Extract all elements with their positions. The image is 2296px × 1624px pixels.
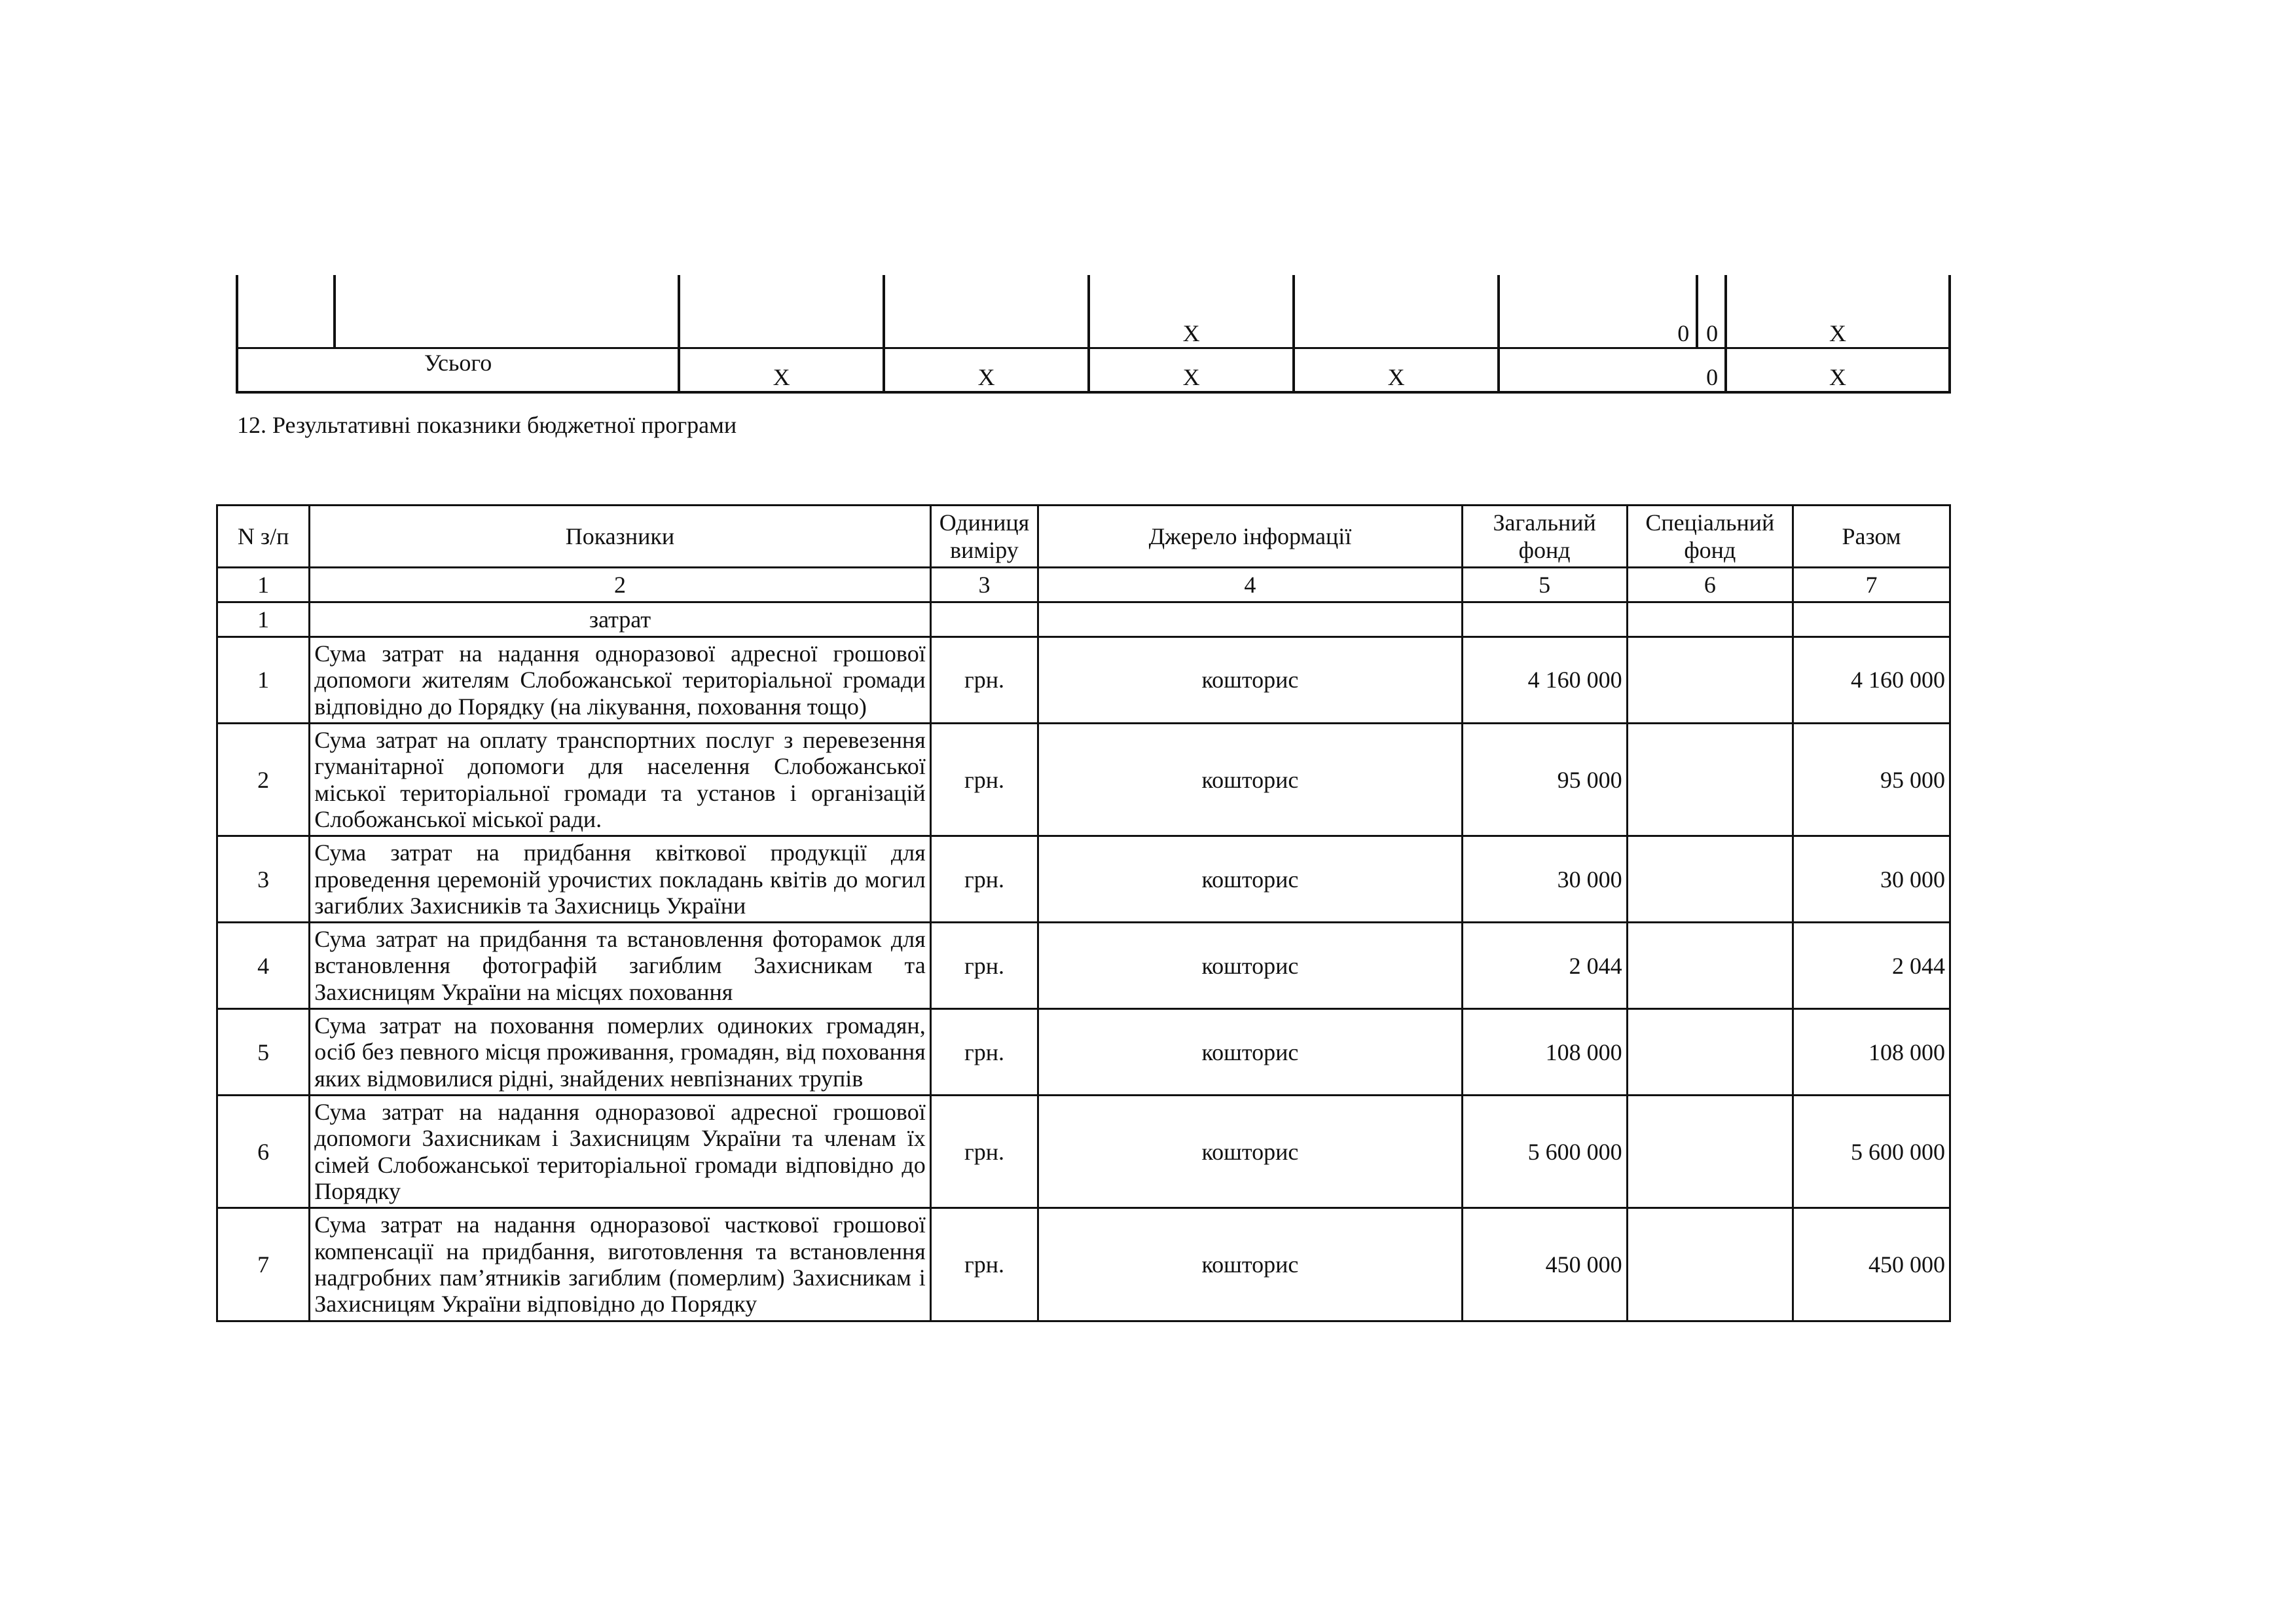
row-number: 7 [217, 1208, 310, 1321]
row-number: 2 [217, 723, 310, 836]
source-cell: кошторис [1038, 1009, 1462, 1096]
unit-cell: грн. [930, 723, 1038, 836]
column-number-row [217, 568, 1950, 602]
header-n: N з/п [217, 506, 310, 568]
total-cell: 5 600 000 [1793, 1096, 1950, 1208]
cell: X [1726, 275, 1950, 348]
indicator-text: Сума затрат на придбання та встановлення фоторамок для встановлення фотографій загиблим Захисникам та Захисницям України на місцях поховання [310, 923, 931, 1009]
indicator-text: Сума затрат на придбання квіткової продукції для проведення церемоній урочистих покладань квітів до могил загиблих Захисників та Захисниць України [310, 836, 931, 923]
general-fund-cell: 450 000 [1462, 1208, 1627, 1321]
table-header-row [217, 506, 1950, 568]
table-row [217, 836, 1950, 923]
unit-cell: грн. [930, 637, 1038, 724]
header-general-fund: Загальний фонд [1462, 506, 1627, 568]
performance-indicators-table [216, 504, 1951, 1322]
general-fund-cell: 30 000 [1462, 836, 1627, 923]
col-number: 7 [1793, 568, 1950, 602]
table-row [217, 1009, 1950, 1096]
table-row [217, 637, 1950, 724]
total-cell: 95 000 [1793, 723, 1950, 836]
special-fund-cell [1627, 1096, 1793, 1208]
unit-cell: грн. [930, 1009, 1038, 1096]
general-fund-cell: 4 160 000 [1462, 637, 1627, 724]
source-cell: кошторис [1038, 723, 1462, 836]
col-number: 1 [217, 568, 310, 602]
cell: X [884, 348, 1089, 393]
cell: X [1089, 348, 1294, 393]
col-number: 2 [310, 568, 931, 602]
total-cell: 2 044 [1793, 923, 1950, 1009]
indicator-text: Сума затрат на надання одноразової адресної грошової допомоги жителям Слобожанської територіальної громади відповідно до Порядку (на лікування, поховання тощо) [310, 637, 931, 724]
row-number: 4 [217, 923, 310, 1009]
row-number: 3 [217, 836, 310, 923]
general-fund-cell: 2 044 [1462, 923, 1627, 1009]
group-number: 1 [217, 602, 310, 637]
summary-table-fragment [236, 275, 1951, 394]
unit-cell: грн. [930, 923, 1038, 1009]
indicator-text: Сума затрат на надання одноразової адресної грошової допомоги Захисникам і Захисницям України та членам їх сімей Слобожанської територіальної громади відповідно до Порядку [310, 1096, 931, 1208]
table-row-total [237, 348, 1950, 393]
section-title: 12. Результативні показники бюджетної програми [237, 412, 737, 438]
unit-cell: грн. [930, 1096, 1038, 1208]
special-fund-cell [1627, 1009, 1793, 1096]
total-label: Усього [237, 348, 679, 393]
general-fund-cell: 95 000 [1462, 723, 1627, 836]
row-number: 5 [217, 1009, 310, 1096]
header-unit: Одиниця виміру [930, 506, 1038, 568]
cell: X [1294, 348, 1499, 393]
indicator-text: Сума затрат на оплату транспортних послуг з перевезення гуманітарної допомоги для населення Слобожанської міської територіальної громади та установ і організацій Слобожанської міської ради. [310, 723, 931, 836]
indicator-text: Сума затрат на поховання померлих одиноких громадян, осіб без певного місця проживання, громадян, від поховання яких відмовилися рідні, знайдених невпізнаних трупів [310, 1009, 931, 1096]
unit-cell: грн. [930, 1208, 1038, 1321]
header-total: Разом [1793, 506, 1950, 568]
source-cell: кошторис [1038, 923, 1462, 1009]
indicator-text: Сума затрат на надання одноразової часткової грошової компенсації на придбання, виготовлення та встановлення надгробних пам’ятників загиблим (померлим) Захисникам і Захисницям України відповідно до Порядку [310, 1208, 931, 1321]
cell: X [1089, 275, 1294, 348]
cell: X [1726, 348, 1950, 393]
cell: 0 [1499, 275, 1697, 348]
row-number: 1 [217, 637, 310, 724]
cell: 0 [1697, 275, 1726, 348]
unit-cell: грн. [930, 836, 1038, 923]
special-fund-cell [1627, 637, 1793, 724]
special-fund-cell [1627, 923, 1793, 1009]
table-row [217, 923, 1950, 1009]
col-number: 3 [930, 568, 1038, 602]
table-row [217, 1096, 1950, 1208]
cell: X [679, 348, 884, 393]
table-body [217, 602, 1950, 1321]
total-cell: 30 000 [1793, 836, 1950, 923]
header-indicators: Показники [310, 506, 931, 568]
table-row [237, 275, 1950, 348]
total-cell: 108 000 [1793, 1009, 1950, 1096]
special-fund-cell [1627, 1208, 1793, 1321]
col-number: 4 [1038, 568, 1462, 602]
special-fund-cell [1627, 723, 1793, 836]
source-cell: кошторис [1038, 1096, 1462, 1208]
source-cell: кошторис [1038, 836, 1462, 923]
row-number: 6 [217, 1096, 310, 1208]
cell: 0 [1499, 348, 1726, 393]
group-row [217, 602, 1950, 637]
group-label: затрат [310, 602, 931, 637]
general-fund-cell: 5 600 000 [1462, 1096, 1627, 1208]
header-special-fund: Спеціальний фонд [1627, 506, 1793, 568]
total-cell: 4 160 000 [1793, 637, 1950, 724]
special-fund-cell [1627, 836, 1793, 923]
col-number: 6 [1627, 568, 1793, 602]
source-cell: кошторис [1038, 1208, 1462, 1321]
table-row [217, 723, 1950, 836]
total-cell: 450 000 [1793, 1208, 1950, 1321]
table-row [217, 1208, 1950, 1321]
general-fund-cell: 108 000 [1462, 1009, 1627, 1096]
source-cell: кошторис [1038, 637, 1462, 724]
col-number: 5 [1462, 568, 1627, 602]
header-source: Джерело інформації [1038, 506, 1462, 568]
